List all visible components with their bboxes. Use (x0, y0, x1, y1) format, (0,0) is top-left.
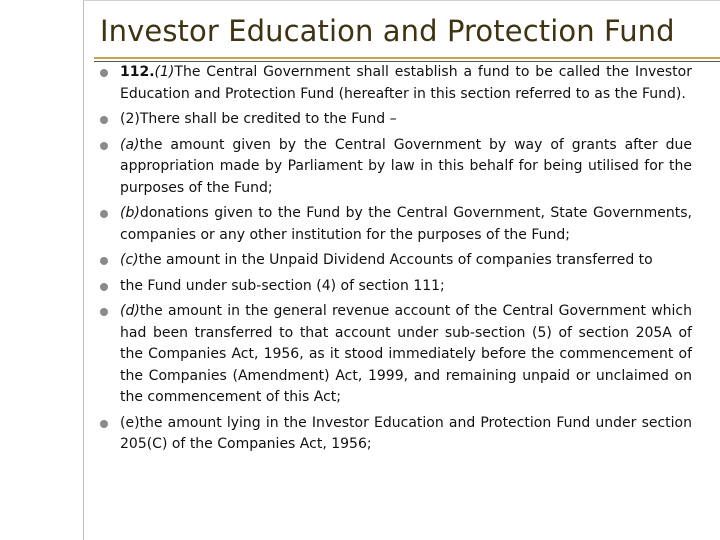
bullet-text (120, 135, 692, 200)
bullet-icon (100, 210, 108, 218)
clause-marker: (c) (120, 252, 139, 268)
bullet-text (120, 413, 692, 456)
bullet-icon (100, 142, 108, 150)
bullet-item (95, 62, 692, 105)
bullet-item (95, 109, 692, 131)
bullet-item (95, 301, 692, 409)
slide-title: Investor Education and Protection Fund (100, 14, 675, 48)
bullet-list (95, 62, 692, 460)
bullet-icon (100, 308, 108, 316)
clause-text: The Central Government shall establish a fund to be called the Investor Education and Protection Fund (hereafter in this section referred to as the Fund). (120, 64, 692, 102)
clause-text: the Fund under sub-section (4) of section 111; (120, 277, 445, 294)
bullet-item (95, 203, 692, 246)
bullet-text (120, 276, 692, 298)
bullet-item (95, 250, 692, 272)
bullet-icon (100, 257, 108, 265)
bullet-text (120, 203, 692, 246)
slide-left-border (83, 0, 84, 540)
clause-marker: (d) (120, 303, 140, 319)
clause-marker: (e) (120, 414, 140, 431)
bullet-item (95, 413, 692, 456)
bullet-icon (100, 69, 108, 77)
clause-marker: (a) (120, 136, 140, 153)
clause-text: the amount given by the Central Government by way of grants after due appropriation made by Parliament by law in this behalf for being utilised for the purposes of the Fund; (120, 136, 692, 196)
clause-text: the amount in the Unpaid Dividend Accounts of companies transferred to (138, 252, 653, 268)
bullet-icon (100, 283, 108, 291)
bullet-text (120, 301, 692, 409)
clause-marker: (1) (154, 64, 175, 80)
slide-top-border (83, 0, 720, 1)
bullet-item (95, 135, 692, 200)
clause-text: the amount in the general revenue account of the Central Government which had been transferred to that account under sub-section (5) of section 205A of the Companies Act, 1956, as it stood immediately before the commencement of the Companies (Amendment) Act, 1999, and remaining unpaid or unclaimed on the commencement of this Act; (120, 303, 692, 405)
bullet-icon (100, 116, 108, 124)
clause-marker: (b) (120, 205, 140, 221)
bullet-item (95, 276, 692, 298)
clause-text: the amount lying in the Investor Education and Protection Fund under section 205(C) of the Companies Act, 1956; (120, 414, 692, 452)
clause-text: donations given to the Fund by the Central Government, State Governments, companies or any other institution for the purposes of the Fund; (120, 205, 692, 243)
bullet-text (120, 250, 692, 272)
section-number: 112. (120, 64, 155, 80)
bullet-icon (100, 420, 108, 428)
bullet-text (120, 109, 692, 131)
clause-marker: (2) (120, 111, 140, 127)
title-underline-gold (94, 57, 720, 59)
clause-text: There shall be credited to the Fund – (139, 111, 397, 127)
bullet-text (120, 62, 692, 105)
